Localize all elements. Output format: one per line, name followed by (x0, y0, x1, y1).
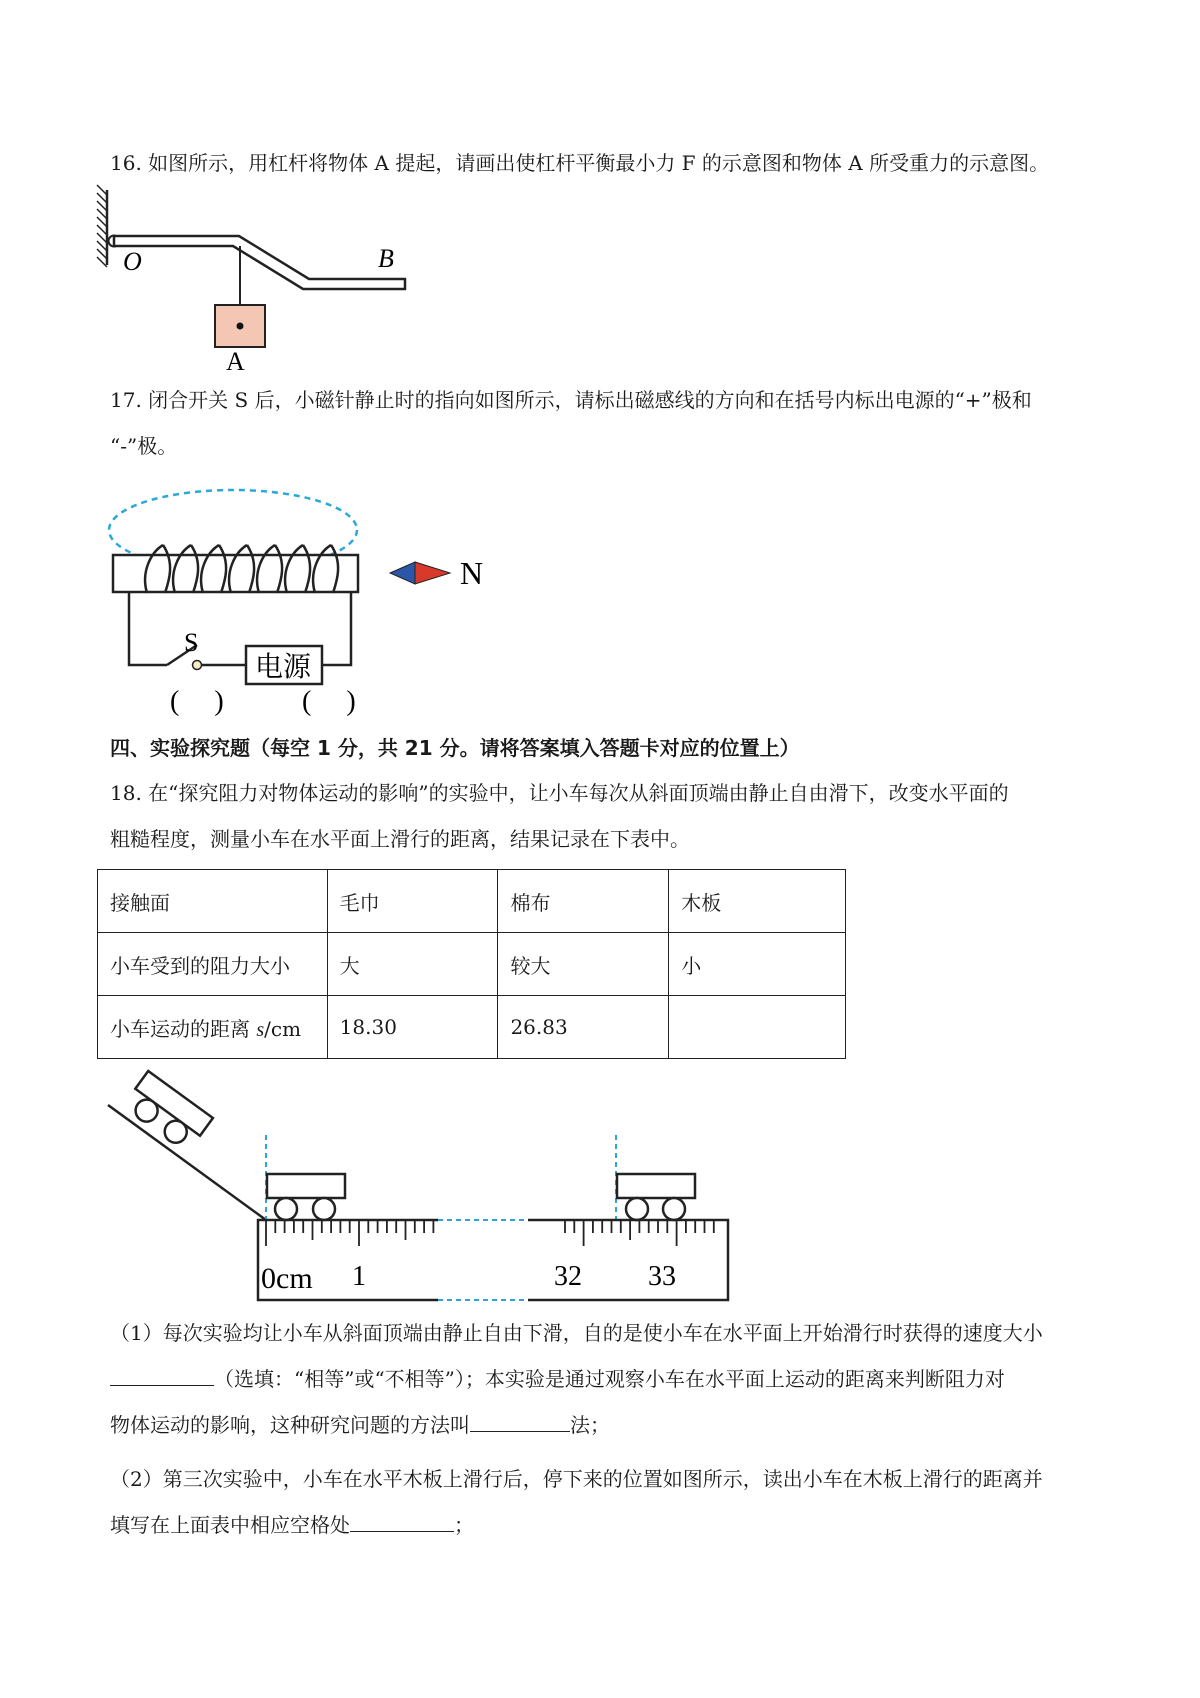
q18-sub2-line2b-content: ； (454, 1513, 474, 1537)
wall-hatching (97, 185, 107, 267)
power-source-label: 电源 (255, 652, 312, 683)
weight-center-dot (237, 323, 244, 330)
q17-line1-content: 17. 闭合开关 S 后，小磁针静止时的指向如图所示，请标出磁感线的方向和在括号内标出电源的“+”极和 (110, 388, 1032, 412)
table-cell: 较大 (498, 933, 669, 996)
switch-label: S (184, 628, 199, 657)
section4-heading-content: 四、实验探究题（每空 1 分，共 21 分。请将答案填入答题卡对应的位置上） (110, 736, 800, 760)
table-cell: 18.30 (327, 996, 498, 1059)
q18-sub1-line3 (110, 1402, 1100, 1448)
table-cell-distance-label (98, 996, 328, 1059)
table-cell: 木板 (669, 870, 846, 933)
ramp-car (122, 1071, 213, 1154)
needle-n-label: N (460, 555, 484, 591)
table-row (98, 870, 846, 933)
q18-sub1-line3b-content: 法； (570, 1413, 610, 1437)
left-wire (129, 592, 167, 665)
answer-blank-2[interactable] (470, 1411, 570, 1432)
q18-sub2-line1-content: （2）第三次实验中，小车在水平木板上滑行后，停下来的位置如图所示，读出小车在木板上滑行的距离并 (110, 1467, 1043, 1491)
lever-bar (114, 236, 405, 289)
table-row (98, 996, 846, 1059)
table-cell-blank (669, 996, 846, 1059)
start-car-body (267, 1174, 345, 1198)
ruler-zero-label: 0cm (261, 1262, 313, 1295)
answer-blank-3[interactable] (350, 1511, 454, 1532)
table-cell: 大 (327, 933, 498, 996)
q18-sub2-line2 (110, 1502, 1100, 1548)
q17-line2 (110, 423, 1100, 469)
q18-sub1-line2 (110, 1356, 1100, 1402)
q16-text (110, 140, 1100, 186)
q18-sub2-line1 (110, 1456, 1100, 1502)
table-cell: 小车受到的阻力大小 (98, 933, 328, 996)
stop-car-wheel (626, 1198, 648, 1220)
ruler-ticks (266, 1220, 714, 1246)
table-cell: 小 (669, 933, 846, 996)
label-o: O (123, 247, 142, 276)
q16-text-content: 16. 如图所示，用杠杆将物体 A 提起，请画出使杠杆平衡最小力 F 的示意图和物体 A 所受重力的示意图。 (110, 151, 1050, 175)
right-wire (322, 592, 351, 665)
right-bracket: ( ) (302, 686, 356, 717)
q18-sub2-line2a-content: 填写在上面表中相应空格处 (110, 1513, 350, 1537)
distance-label-text: 小车运动的距离 (110, 1016, 257, 1041)
ruler-tick-1-label: 1 (352, 1261, 366, 1292)
needle-blue-half (390, 562, 415, 584)
q17-line1 (110, 377, 1100, 423)
q18-intro-line1-content: 18. 在“探究阻力对物体运动的影响”的实验中，让小车每次从斜面顶端由静止自由滑下，改变水平面的 (110, 781, 1009, 805)
q18-sub1-line1 (110, 1310, 1100, 1356)
table-row (98, 933, 846, 996)
distance-unit: /cm (264, 1016, 302, 1041)
q18-sub1-line2-content: （选填：“相等”或“不相等”）；本实验是通过观察小车在水平面上运动的距离来判断阻力对 (214, 1367, 1005, 1391)
label-b: B (378, 244, 394, 273)
label-a: A (226, 347, 245, 376)
answer-blank-1[interactable] (110, 1365, 214, 1386)
table-cell: 毛巾 (327, 870, 498, 933)
q18-intro-line2 (110, 816, 1100, 862)
start-car-wheel (313, 1198, 335, 1220)
section4-heading (110, 725, 1100, 771)
start-car-wheel (275, 1198, 297, 1220)
solenoid-diagram (105, 483, 505, 717)
switch-contact (193, 661, 202, 670)
ruler-tick-33-label: 33 (648, 1261, 676, 1292)
left-bracket: ( ) (170, 686, 224, 717)
table-cell: 接触面 (98, 870, 328, 933)
stop-car-body (617, 1174, 695, 1198)
ruler-tick-32-label: 32 (554, 1261, 582, 1292)
q17-line2-content: “-”极。 (110, 434, 178, 458)
q18-intro-line2-content: 粗糙程度，测量小车在水平面上滑行的距离，结果记录在下表中。 (110, 827, 690, 851)
table-cell: 26.83 (498, 996, 669, 1059)
lever-diagram (95, 185, 425, 376)
q18-sub1-line3a-content: 物体运动的影响，这种研究问题的方法叫 (110, 1413, 470, 1437)
needle-red-half (415, 562, 450, 584)
stop-car-wheel (663, 1198, 685, 1220)
distance-variable: s (256, 1018, 265, 1041)
ramp-ruler-diagram (108, 1075, 748, 1305)
table-cell: 棉布 (498, 870, 669, 933)
q18-sub1-line1-content: （1）每次实验均让小车从斜面顶端由静止自由下滑，自的是使小车在水平面上开始滑行时获得的速度大小 (110, 1321, 1043, 1345)
q18-intro-line1 (110, 770, 1100, 816)
results-table (97, 869, 846, 1059)
